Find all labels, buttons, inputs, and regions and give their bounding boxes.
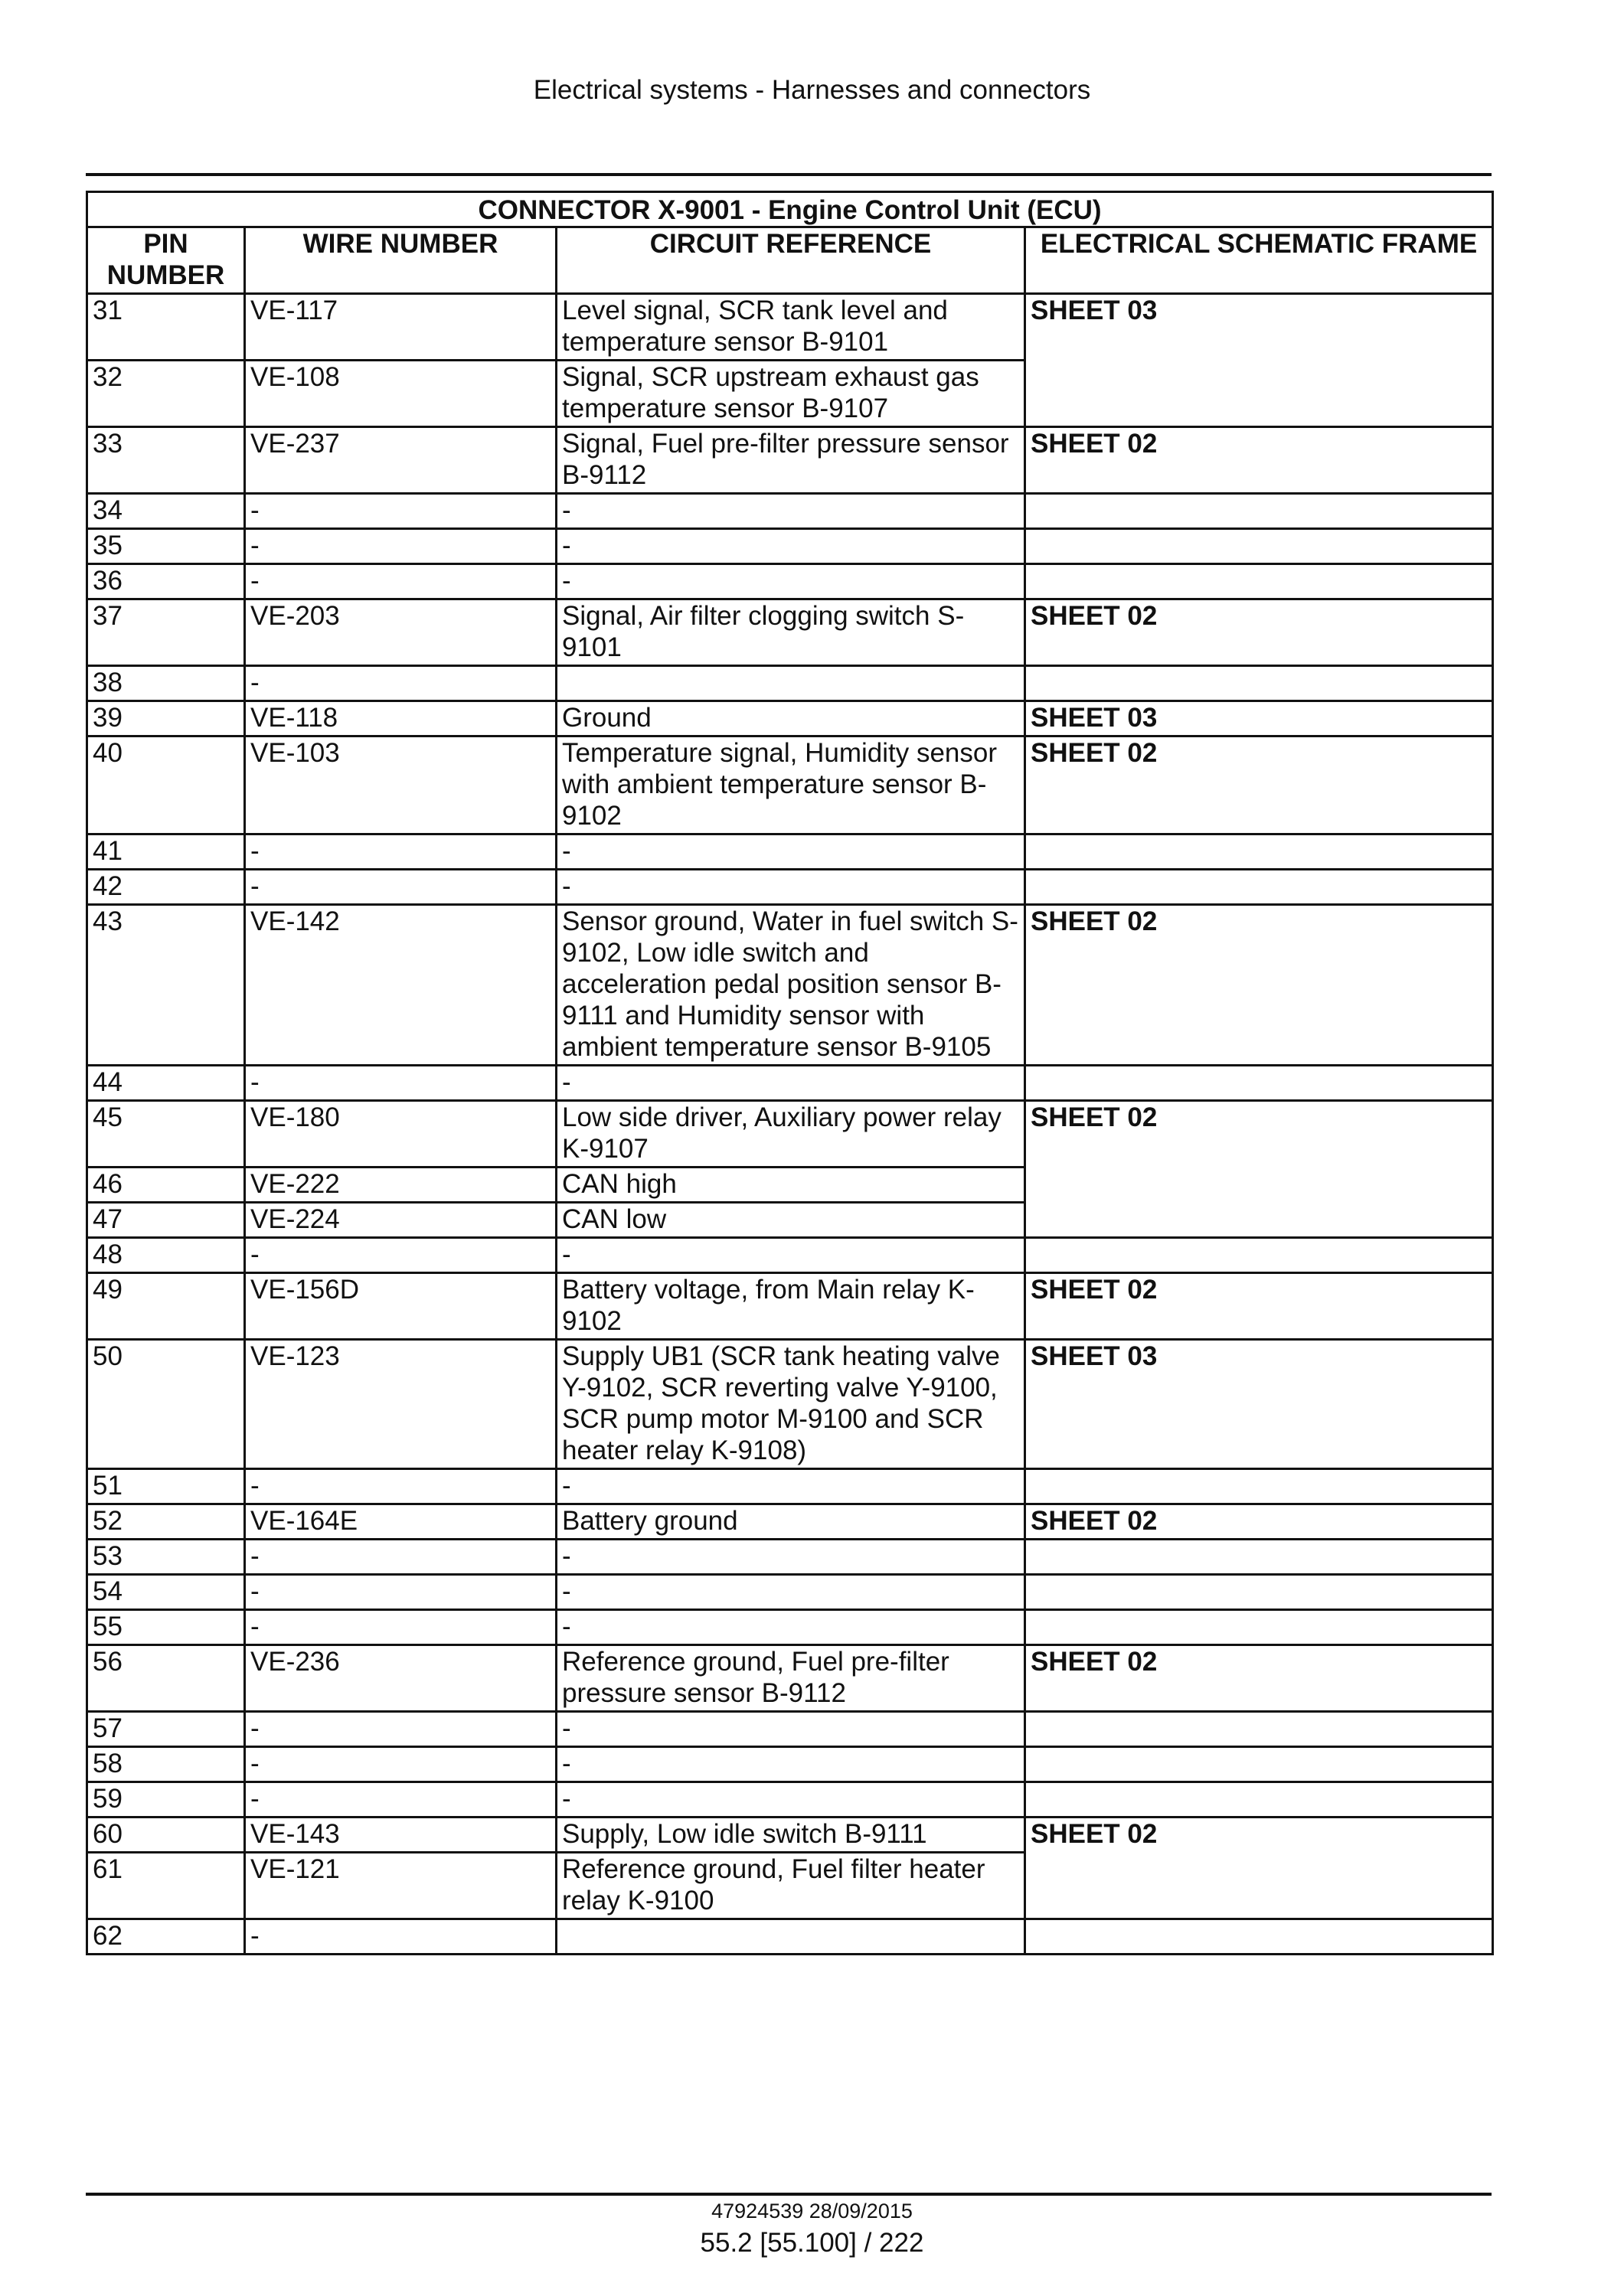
wire-number-cell: - [245, 834, 557, 870]
schematic-frame-cell: SHEET 02 [1025, 1504, 1493, 1540]
schematic-frame-cell: SHEET 02 [1025, 599, 1493, 666]
circuit-reference-cell: Supply UB1 (SCR tank heating valve Y-9102, SCR reverting valve Y-9100, SCR pump motor M-9100 and SCR heater relay K-9108) [557, 1340, 1025, 1469]
wire-number-cell: - [245, 1747, 557, 1782]
pin-number-cell: 42 [87, 870, 245, 905]
pin-number-cell: 60 [87, 1818, 245, 1853]
circuit-reference-cell: - [557, 1575, 1025, 1610]
circuit-reference-cell: - [557, 870, 1025, 905]
circuit-reference-cell: - [557, 1238, 1025, 1273]
wire-number-cell: - [245, 1066, 557, 1101]
wire-number-cell: VE-222 [245, 1168, 557, 1203]
table-row [87, 834, 1493, 870]
schematic-frame-cell [1025, 1575, 1493, 1610]
wire-number-cell: VE-142 [245, 905, 557, 1066]
schematic-frame-cell: SHEET 03 [1025, 1340, 1493, 1469]
pin-number-cell: 54 [87, 1575, 245, 1610]
wire-number-cell: - [245, 1782, 557, 1818]
circuit-reference-cell: Battery ground [557, 1504, 1025, 1540]
circuit-reference-cell: - [557, 1712, 1025, 1747]
circuit-reference-cell [557, 1919, 1025, 1955]
table-row [87, 294, 1493, 361]
pin-number-cell: 61 [87, 1853, 245, 1919]
circuit-reference-cell [557, 666, 1025, 701]
wire-number-cell: - [245, 564, 557, 599]
table-row [87, 870, 1493, 905]
circuit-reference-cell: Signal, Air filter clogging switch S-9101 [557, 599, 1025, 666]
footer-divider [86, 2193, 1492, 2196]
circuit-reference-cell: - [557, 494, 1025, 529]
table-row [87, 1782, 1493, 1818]
wire-number-cell: - [245, 870, 557, 905]
table-row [87, 905, 1493, 1066]
wire-number-cell: VE-237 [245, 427, 557, 494]
table-row [87, 1919, 1493, 1955]
wire-number-cell: - [245, 529, 557, 564]
table-row [87, 1747, 1493, 1782]
connector-table-container [86, 191, 1492, 1955]
pin-number-cell: 55 [87, 1610, 245, 1645]
table-row [87, 1575, 1493, 1610]
circuit-reference-cell: Supply, Low idle switch B-9111 [557, 1818, 1025, 1853]
table-row [87, 1340, 1493, 1469]
table-row [87, 1610, 1493, 1645]
column-header-circuit-reference: CIRCUIT REFERENCE [557, 227, 1025, 294]
pin-number-cell: 33 [87, 427, 245, 494]
schematic-frame-cell: SHEET 02 [1025, 1101, 1493, 1238]
schematic-frame-cell [1025, 1238, 1493, 1273]
table-row [87, 529, 1493, 564]
circuit-reference-cell: - [557, 1469, 1025, 1504]
pin-number-cell: 35 [87, 529, 245, 564]
circuit-reference-cell: - [557, 1540, 1025, 1575]
table-row [87, 599, 1493, 666]
schematic-frame-cell [1025, 494, 1493, 529]
schematic-frame-cell [1025, 870, 1493, 905]
schematic-frame-cell: SHEET 03 [1025, 701, 1493, 736]
table-row [87, 1066, 1493, 1101]
schematic-frame-cell [1025, 1610, 1493, 1645]
table-row [87, 1645, 1493, 1712]
pin-number-cell: 59 [87, 1782, 245, 1818]
circuit-reference-cell: Signal, SCR upstream exhaust gas temperature sensor B-9107 [557, 361, 1025, 427]
wire-number-cell: VE-224 [245, 1203, 557, 1238]
schematic-frame-cell [1025, 1712, 1493, 1747]
pin-number-cell: 56 [87, 1645, 245, 1712]
schematic-frame-cell [1025, 1540, 1493, 1575]
connector-table-title: CONNECTOR X-9001 - Engine Control Unit (ECU) [87, 192, 1493, 227]
wire-number-cell: VE-143 [245, 1818, 557, 1853]
circuit-reference-cell: - [557, 529, 1025, 564]
schematic-frame-cell: SHEET 03 [1025, 294, 1493, 427]
circuit-reference-cell: Reference ground, Fuel pre-filter pressure sensor B-9112 [557, 1645, 1025, 1712]
circuit-reference-cell: CAN low [557, 1203, 1025, 1238]
table-row [87, 1238, 1493, 1273]
wire-number-cell: VE-117 [245, 294, 557, 361]
circuit-reference-cell: Battery voltage, from Main relay K-9102 [557, 1273, 1025, 1340]
pin-number-cell: 51 [87, 1469, 245, 1504]
table-row [87, 1101, 1493, 1168]
pin-number-cell: 53 [87, 1540, 245, 1575]
schematic-frame-cell [1025, 564, 1493, 599]
schematic-frame-cell [1025, 1469, 1493, 1504]
circuit-reference-cell: - [557, 564, 1025, 599]
header-divider [86, 173, 1492, 176]
table-row [87, 564, 1493, 599]
circuit-reference-cell: - [557, 1782, 1025, 1818]
pin-number-cell: 40 [87, 736, 245, 834]
pin-number-cell: 44 [87, 1066, 245, 1101]
circuit-reference-cell: - [557, 1747, 1025, 1782]
wire-number-cell: - [245, 666, 557, 701]
wire-number-cell: VE-118 [245, 701, 557, 736]
pin-number-cell: 34 [87, 494, 245, 529]
column-header-wire-number: WIRE NUMBER [245, 227, 557, 294]
pin-number-cell: 52 [87, 1504, 245, 1540]
pin-number-cell: 39 [87, 701, 245, 736]
circuit-reference-cell: - [557, 1610, 1025, 1645]
table-row [87, 1712, 1493, 1747]
wire-number-cell: - [245, 1919, 557, 1955]
pin-number-cell: 31 [87, 294, 245, 361]
pin-number-cell: 46 [87, 1168, 245, 1203]
table-row [87, 494, 1493, 529]
table-row [87, 1818, 1493, 1853]
table-row [87, 666, 1493, 701]
table-row [87, 701, 1493, 736]
wire-number-cell: - [245, 1575, 557, 1610]
wire-number-cell: - [245, 1610, 557, 1645]
circuit-reference-cell: Sensor ground, Water in fuel switch S-9102, Low idle switch and acceleration pedal position sensor B-9111 and Humidity sensor with ambient temperature sensor B-9105 [557, 905, 1025, 1066]
connector-pin-table [86, 191, 1494, 1955]
wire-number-cell: - [245, 1712, 557, 1747]
table-row [87, 1273, 1493, 1340]
pin-number-cell: 45 [87, 1101, 245, 1168]
schematic-frame-cell: SHEET 02 [1025, 1818, 1493, 1919]
wire-number-cell: VE-103 [245, 736, 557, 834]
pin-number-cell: 36 [87, 564, 245, 599]
pin-number-cell: 49 [87, 1273, 245, 1340]
circuit-reference-cell: Temperature signal, Humidity sensor with ambient temperature sensor B-9102 [557, 736, 1025, 834]
wire-number-cell: - [245, 494, 557, 529]
schematic-frame-cell: SHEET 02 [1025, 905, 1493, 1066]
pin-number-cell: 47 [87, 1203, 245, 1238]
footer-document-reference: 47924539 28/09/2015 [711, 2200, 913, 2223]
schematic-frame-cell: SHEET 02 [1025, 736, 1493, 834]
circuit-reference-cell: Low side driver, Auxiliary power relay K-9107 [557, 1101, 1025, 1168]
schematic-frame-cell [1025, 1066, 1493, 1101]
table-row [87, 427, 1493, 494]
schematic-frame-cell [1025, 1747, 1493, 1782]
schematic-frame-cell: SHEET 02 [1025, 1645, 1493, 1712]
wire-number-cell: - [245, 1469, 557, 1504]
schematic-frame-cell [1025, 834, 1493, 870]
wire-number-cell: VE-236 [245, 1645, 557, 1712]
pin-number-cell: 48 [87, 1238, 245, 1273]
column-header-pin-number: PIN NUMBER [87, 227, 245, 294]
pin-number-cell: 50 [87, 1340, 245, 1469]
schematic-frame-cell: SHEET 02 [1025, 427, 1493, 494]
column-header-schematic-frame: ELECTRICAL SCHEMATIC FRAME [1025, 227, 1493, 294]
schematic-frame-cell: SHEET 02 [1025, 1273, 1493, 1340]
page-header-title: Electrical systems - Harnesses and connectors [533, 75, 1091, 105]
table-row [87, 1469, 1493, 1504]
wire-number-cell: VE-121 [245, 1853, 557, 1919]
table-row [87, 1540, 1493, 1575]
schematic-frame-cell [1025, 529, 1493, 564]
wire-number-cell: VE-108 [245, 361, 557, 427]
wire-number-cell: VE-156D [245, 1273, 557, 1340]
schematic-frame-cell [1025, 1919, 1493, 1955]
pin-number-cell: 32 [87, 361, 245, 427]
circuit-reference-cell: Signal, Fuel pre-filter pressure sensor B-9112 [557, 427, 1025, 494]
circuit-reference-cell: Ground [557, 701, 1025, 736]
circuit-reference-cell: - [557, 834, 1025, 870]
circuit-reference-cell: Reference ground, Fuel filter heater relay K-9100 [557, 1853, 1025, 1919]
footer-page-reference: 55.2 [55.100] / 222 [700, 2228, 924, 2258]
wire-number-cell: VE-203 [245, 599, 557, 666]
circuit-reference-cell: CAN high [557, 1168, 1025, 1203]
wire-number-cell: VE-164E [245, 1504, 557, 1540]
pin-number-cell: 37 [87, 599, 245, 666]
wire-number-cell: VE-180 [245, 1101, 557, 1168]
wire-number-cell: VE-123 [245, 1340, 557, 1469]
schematic-frame-cell [1025, 1782, 1493, 1818]
connector-table-body [87, 294, 1493, 1955]
pin-number-cell: 57 [87, 1712, 245, 1747]
schematic-frame-cell [1025, 666, 1493, 701]
circuit-reference-cell: Level signal, SCR tank level and temperature sensor B-9101 [557, 294, 1025, 361]
wire-number-cell: - [245, 1540, 557, 1575]
circuit-reference-cell: - [557, 1066, 1025, 1101]
table-row [87, 736, 1493, 834]
pin-number-cell: 43 [87, 905, 245, 1066]
pin-number-cell: 58 [87, 1747, 245, 1782]
pin-number-cell: 41 [87, 834, 245, 870]
table-row [87, 1504, 1493, 1540]
pin-number-cell: 62 [87, 1919, 245, 1955]
wire-number-cell: - [245, 1238, 557, 1273]
pin-number-cell: 38 [87, 666, 245, 701]
